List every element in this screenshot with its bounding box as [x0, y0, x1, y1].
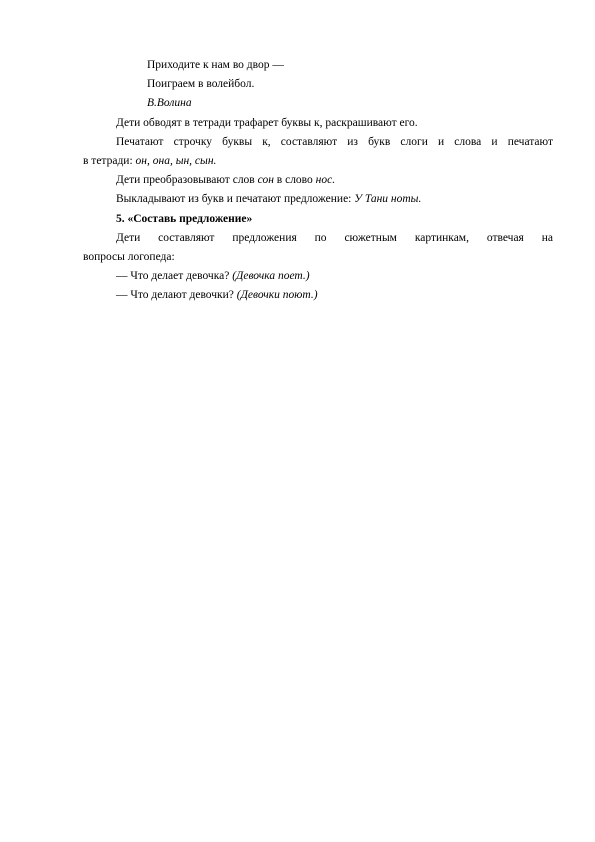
print-words: он, она, ын, сын. [135, 155, 217, 168]
question-1 [83, 267, 553, 286]
transform-mid: в слово [273, 174, 316, 187]
section-intro-line-1: Дети составляют предложения по сюжетным картинкам, отвечая на [116, 231, 553, 244]
lay-out-prefix: Выкладывают из букв и печатают предложение: [116, 193, 355, 206]
question-1-answer: (Девочка поет.) [232, 270, 310, 283]
question-1-text: — Что делает девочка? [116, 270, 233, 283]
paragraph-print-line-1: Печатают строчку буквы к, составляют из букв слоги и слова и печатают [116, 135, 553, 148]
paragraph-trace: Дети обводят в тетради трафарет буквы к, раскрашивают его. [116, 116, 418, 129]
poem-author: В.Волина [147, 97, 192, 110]
question-2-text: — Что делают девочки? [116, 289, 237, 302]
paragraph-print [83, 133, 553, 171]
poem-line-2: Поиграем в волейбол. [147, 78, 255, 91]
transform-word-2: нос. [315, 174, 336, 187]
paragraph-lay-out [83, 190, 553, 209]
transform-word-1: сон [257, 174, 274, 187]
question-2-answer: (Девочки поют.) [236, 289, 318, 302]
transform-prefix: Дети преобразовывают слов [116, 174, 258, 187]
question-2 [83, 286, 553, 305]
section-intro-line-2: вопросы логопеда: [83, 251, 175, 264]
lay-out-sentence: У Тани ноты. [354, 193, 422, 206]
paragraph-transform [83, 171, 553, 190]
print-prefix: в тетради: [83, 155, 136, 168]
poem-line-1: Приходите к нам во двор — [147, 59, 284, 71]
paragraph-print-line-2 [83, 152, 553, 171]
document-body [83, 56, 553, 306]
section-heading: 5. «Составь предложение» [116, 212, 253, 225]
section-intro [83, 229, 553, 267]
